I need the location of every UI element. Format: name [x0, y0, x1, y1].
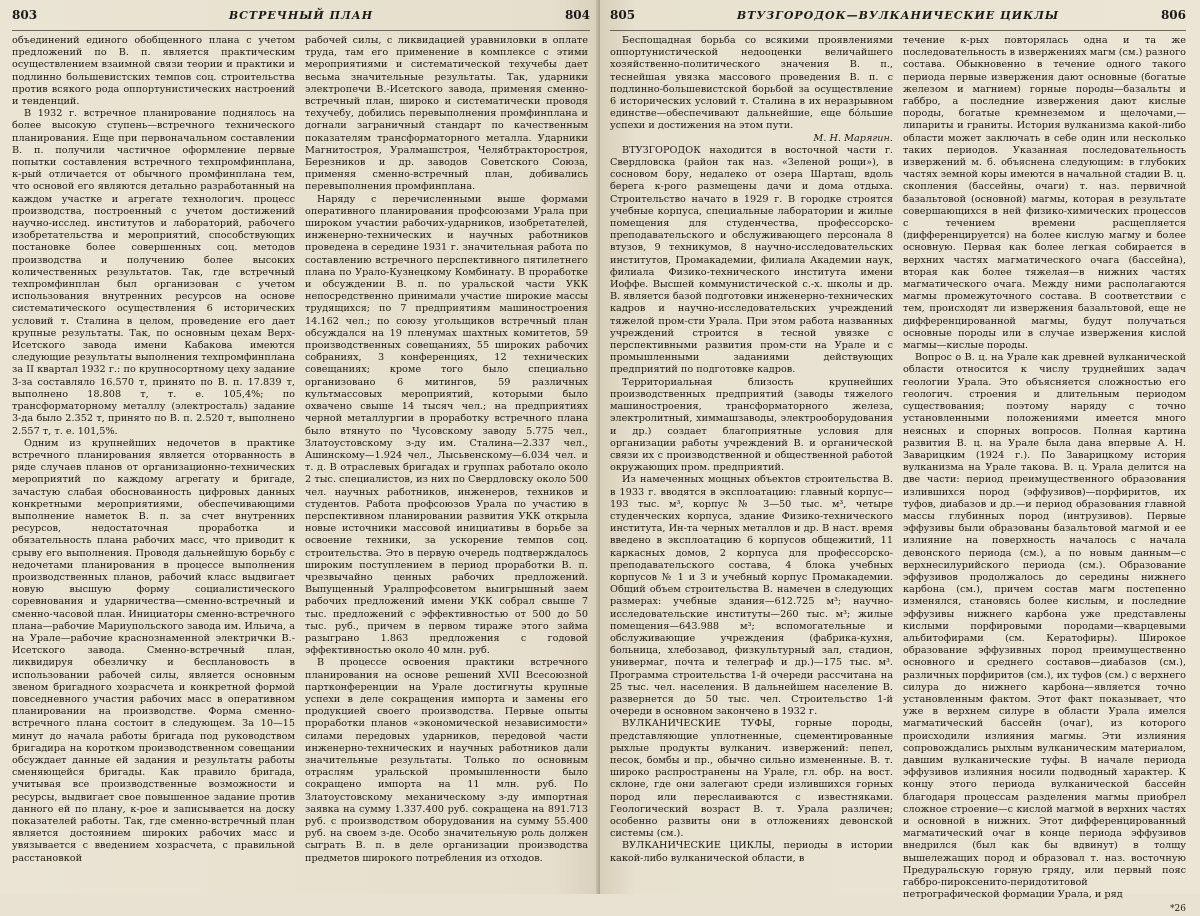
paragraph: Вопрос о В. ц. на Урале как древней вулканической области относится к числу труднейших задач геологии Урала. Это объясняется сложностью его геологич. строения и длительным периодом существования; поэтому наряду с точно установленными положениями имеется много неясных и спорных вопросов. Полная картина развития В. ц. на Урале была дана впервые А. Н. Заварицким (1924 г.). По Заварицкому история вулканизма на Урале такова. В. ц. Урала делится на две части: период преимущественного образования излившихся пород (эффузивов)—порфиритов, их туфов, диабазов и др.—и период образования главной массы глубинных пород (интрузивов). Первые эффузивы были образованы базальтовой магмой и ее излияние на поверхность началось с начала девонского периода (см.), а по новым данным—с верхнесилурийского периода (см.). Образование эффузивов продолжалось до середины нижнего карбона (см.), причем состав магм постепенно изменялся, становясь более кислым, и последние эффузивы нижнего карбона уже представлены кислыми порфировыми породами—кварцевыми альбитофирами (см. Кератофиры). Широкое образование эффузивных пород преимущественно основного и среднего составов—диабазов (см.), различных порфиритов (см.), их туфов (см.) с верхнего силура до нижнего карбона—является точно установленным фактом. Этот факт показывает, что уже в верхнем силуре в области Урала имелся магматический бассейн (очаг), из которого происходили излияния магмы. Эти излияния сопровождались рыхлым вулканическим материалом, давшим вулканические туфы. В начале периода эффузивов излияния носили подводный характер. К концу этого периода вулканической бассейн благодаря процессам разделения магмы приобрел сложное строение—с кислой магмой в верхних частях и основной в нижних. Этот дифференцированный магматический очаг в конце периода эффузивов внедрился (был как бы вдвинут) в толщу вышележащих пород и образовал т. наз. восточную Предуральскую горную гряду, или первый пояс габбро-пироксенито-перидотитовой петрографической формации Урала, и ряд: [903, 352, 1186, 901]
running-title-left: ВСТРЕЧНЫЙ ПЛАН: [228, 9, 374, 22]
left-page: [0, 0, 600, 894]
paragraph: рабочей силы, с ликвидацией уравниловки в оплате труда, там его применение в комплексе с этими мероприятиями и систематической техучебы дает весьма значительные результаты. Так, ударники электропечи В.-Исетского завода, применяя сменно-встречный план, широко и систематически проводя техучебу, добились перевыполнения промфинплана и догнали заграничный стандарт по качественным показателям трансформаторного металла. Ударники Магнитостроя, Уралмашстроя, Челябтракторостроя, Березников и др. заводов Советского Союза, применяя сменно-встречный план, добивались перевыполнения промфинплана.: [305, 35, 588, 193]
right-page: [600, 0, 1200, 915]
paragraph: В процессе освоения практики встречного планирования на основе решений XVII Всесоюзной партконференции на Урале достигнуты крупные успехи в деле сокращения импорта и замены его продукцией своего производства. Первые опыты проработки планов «экономической независимости» силами передовых ударников, передовой части инженерно-технических и научных работников дали значительные результаты. Только по основным отраслям уральской промышленности было сокращено импорта на 11 млн. руб. По Златоустовскому механическому з-ду импортная заявка на сумму 1.337.400 руб. сокращена на 891.713 руб. с производством оборудования на сумму 55.400 руб. на своем з-де. Особо значительную роль должен сыграть В. п. в деле организации производства предметов широкого потребления из отходов.: [305, 657, 588, 864]
entry-vulkanicheskie-tsikly: ВУЛКАНИЧЕСКИЕ ЦИКЛЫ, периоды в истории какой-либо вулканической области, в: [610, 840, 893, 864]
paragraph: Одним из крупнейших недочетов в практике встречного планирования является оторванность в ряде случаев планов от организационно-технических мероприятий по каждому агрегату и бригаде, зачастую слабая обоснованность цифровых данных конкретными мероприятиями, обеспечивающими выполнение наметок В. п. за счет внутренних ресурсов, недостаточная проработка и обязательность плана рабочих масс, что приводит к срыву его выполнения. Проводя дальнейшую борьбу с недочетами планирования в процессе выполнения производственных планов, рабочий класс выдвигает новую высшую форму социалистического соревнования и ударничества—сменно-встречный и сменно-часовой план. Инициаторы сменно-встречного плана—рабочие Мариупольского завода им. Ильича, а на Урале—рабочие краснознаменной электрички В.-Исетского завода. Сменно-встречный план, ликвидируя обезличку и бесплановость в использовании рабочей силы, является основным звеном бригадного хозрасчета и конкретной формой повседневного участия рабочих масс в оперативном планировании на производстве. Форма сменно-встречного плана состоит в следующем. За 10—15 минут до начала работы бригада под руководством бригадира на коротком производственном совещании обсуждает данные ей задания и результаты работы сменяющейся бригады. Как правило бригада, учитывая все производственные возможности и ресурсы, выдвигает свое повышенное задание против данного ей по плану, к-рое и записывается на доску показателей работы. Так, где сменно-встречный план является достоянием широких рабочих масс и увязывается с введением хозрасчета, с правильной расстановкой: [12, 437, 295, 864]
column-805: [610, 35, 893, 893]
left-page-columns: [12, 35, 590, 893]
signature-mark: *26: [1170, 904, 1186, 915]
entry-vtuzgorodok: ВТУЗГОРОДОК находится в восточной части г. Свердловска (район так наз. «Зеленой рощи»), в сосновом бору, недалеко от озера Шарташ, вдоль берега к-рого размещены дачи и дома отдыха. Строительство начато в 1929 г. В городке строятся учебные корпуса, специальные лаборатории и жилые помещения для студенчества, профессорско-преподавательского и обслуживающего персонала 8 втузов, 9 техникумов, 8 научно-исследовательских институтов, Промакадемии, филиала Академии наук, филиала Физико-технического института имени Иоффе. Высшей коммунистической с.-х. школы и др. В. является базой подготовки инженерно-технических кадров и научно-исследовательских учреждений тяжелой пром-сти Урала. При этом работа названных учреждений строится в тесной увязке с перспективными развития пром-сти на Урале и с промышленными заданиями действующих предприятий по подготовке кадров.: [610, 144, 893, 376]
column-804: [305, 35, 588, 893]
page-number-806: 806: [1160, 8, 1186, 22]
paragraph: объединений единого обобщенного плана с учетом предложений по В. п. является практическим осуществлением взаимной связи теории и практики и подлинно большевистских темпов соц. строительства против всякого рода оппортунистических настроений и тенденций.: [12, 35, 295, 108]
entry-vulkanicheskie-tufy: ВУЛКАНИЧЕСКИЕ ТУФЫ, горные породы, представляющие уплотненные, сцементированные рыхлые продукты вулканич. извержений: пепел, песок, бомбы и пр., обычно сильно измененные. В. т. широко распространены на Урале, гл. обр. на вост. склоне, где они залегают среди излившихся горных пород или переслаиваются с известняками. Геологический возраст В. т. Урала различен; особенно развиты они в отложениях девонской системы (см.).: [610, 718, 893, 840]
left-page-header: [12, 8, 590, 31]
right-page-columns: [610, 35, 1186, 915]
paragraph: Из намеченных мощных объектов строительства В. в 1933 г. вводятся в эксплоатацию: главный корпус—193 тыс. м³, корпус № 3—50 тыс. м³, четыре студенческих корпуса, здание Физико-технического института, Ин-та черных металлов и др. В наст. время введено в эксплоатацию 6 корпусов общежитий, 11 каркасных домов, 2 корпуса для профессорско-преподавательского состава, 4 блока учебных корпусов № 1 и 3 и учебный корпус Промакадемии. Общий объем строительства В. намечен в следующих размерах: учебные здания—612.725 м³; научно-исследовательские институты—260 тыс. м³; жилые помещения—643.988 м³; вспомогательные и обслуживающие учреждения (фабрика-кухня, больница, хлебозавод, физкультурный зал, стадион, универмаг, почта и телеграф и др.)—175 тыс. м³. Программа строительства 1-й очереди рассчитана на 25 тыс. чел. населения. В дальнейшем население В. развернется до 50 тыс. чел. Строительство 1-й очереди в основном закончено в 1932 г.: [610, 474, 893, 718]
author-signature: М. Н. Марягин.: [813, 132, 893, 144]
paragraph: Территориальная близость крупнейших производственных предприятий (заводы тяжелого машиностроения, трансформаторного железа, электролитный, химмашзаводы, электрооборудования и др.) создает благоприятные условия для организации работы учреждений В. и органической связи их с производственной и общественной работой окружающих пром. предприятий.: [610, 376, 893, 474]
page-number-805: 805: [610, 8, 636, 22]
paragraph: В 1932 г. встречное планирование поднялось на более высокую ступень—встречного технического планирования. Еще при первоначальном составлении В. п. получили частичное оформление первые попытки составления встречного техпромфинплана, к-рый отличается от обычного промфинплана тем, что основой его являются детально разработанный на каждом участке и агрегате технологич. процесс производства, построенный с учетом достижений научно-исслед. институтов и лабораторий, рабочего изобретательства и мероприятий, способствующих постановке более совершенных соц. методов производства и получению более высоких количественных результатов. Так, где встречный техпромфинплан был организован с учетом использования внутренних ресурсов на основе систематического осуществления 6 исторических условий т. Сталина в целом, проведение его дает крупные результаты. Так, по основным цехам Верх-Исетского завода имени Кабакова имеются следующие результаты выполнения техпромфинплана за II квартал 1932 г.: по крупносортному цеху задание 3-за составляло 16.570 т, принято по В. п. 17.839 т, выполнено 18.808 т, т. е. 105,4%; по трансформаторному металлу (электросталь) задание 3-да было 2.352 т, принято по В. п. 2.520 т, выполнено 2.557 т, т. е. 101,5%.: [12, 108, 295, 437]
right-page-header: [610, 8, 1186, 31]
column-806: [903, 35, 1186, 915]
paragraph: течение к-рых повторялась одна и та же последовательность в извержениях магм (см.) разного состава. Обыкновенно в течение одного такого периода первые извержения дают основные (богатые железом и магнием) горные породы—базальты и габбро, а последние извержения дают кислые породы, богатые кремнеземом и щелочами,—липариты и граниты. История вулканизма какой-либо области может заключать в себе один или несколько таких периодов. Указанная последовательность извержений м. б. объяснена следующим: в глубоких частях земной коры имеются в начальной стадии В. ц. скопления (бассейны, очаги) т. наз. первичной базальтовой (основной) магмы, которая в результате совершающихся в ней физико-химических процессов с течением времени расщепляется (дифференцируется) на более кислую магму и более основную. Первая как более легкая собирается в верхних частях магматического очага (бассейна), вторая как более тяжелая—в нижних частях магматического очага. Между ними располагаются магмы промежуточного состава. В соответствии с тем, происходят ли извержения базальтовой, еще не дифференцированной магмы, будут получаться основные породы или в случае извержения кислой магмы—кислые породы.: [903, 35, 1186, 352]
running-title-right: ВТУЗГОРОДОК—ВУЛКАНИЧЕСКИЕ ЦИКЛЫ: [736, 9, 1060, 22]
page-number-804: 804: [564, 8, 590, 22]
paragraph: Беспощадная борьба со всякими проявлениями оппортунистической недооценки величайшего хозяйственно-политического значения В. п., теснейшая увязка массового проведения В. п. с подлинно-большевистской борьбой за осуществление 6 исторических условий т. Сталина в их неразрывном единстве—обеспечивают дальнейшие, еще бо́льшие успехи и достижения на этом пути.: [610, 35, 893, 132]
page-number-803: 803: [12, 8, 38, 22]
paragraph: Наряду с перечисленными выше формами оперативного планирования профсоюзами Урала при широком участии рабочих-ударников, изобретателей, инженерно-технических и научных работников проведена в середине 1931 г. значительная работа по составлению встречного перспективного пятилетнего плана по Урало-Кузнецкому Комбинату. В проработке и обсуждении В. п. по уральской части УКК непосредственно принимали участие широкие массы трудящихся; по 7 предприятиям машиностроения 14.162 чел.; по союзу угольщиков встречный план обсуждался на 19 пленумах шахтных комитетов, 59 производственных совещаниях, 55 широких рабочих собраниях, 3 конференциях, 12 технических совещаниях; кроме того было специально организовано 6 митингов, 59 различных культмассовых мероприятий, которыми было охвачено свыше 14 тысяч чел.; на предприятиях черной металлургии в проработку встречного плана было втянуто по Чусовскому заводу 5.775 чел., Златоустовскому з-ду им. Сталина—2.337 чел., Ашинскому—1.924 чел., Лысьвенскому—6.034 чел. и т. д. В отраслевых бригадах и группах работало около 2 тыс. специалистов, из них по Свердловску около 500 чел. научных работников, инженеров, техников и студентов. Работа профсоюзов Урала по участию в перспективном планировании развития УКК открыла новые источники массовой инициативы в борьбе за освоение техники, за ускорение темпов соц. строительства. Это в первую очередь подтверждалось широким поступлением в период проработки В. п. чрезвычайно ценных рабочих предложений. Выпущенный Уралпрофсоветом выигрышный заем рабочих предложений имени УКК собрал свыше 7 тыс. предложений с эффективностью от 500 до 50 тыс. руб., причем в первом тираже этого займа разыграно 1.863 предложения с годовой эффективностью около 40 млн. руб.: [305, 193, 588, 657]
column-803: [12, 35, 295, 893]
